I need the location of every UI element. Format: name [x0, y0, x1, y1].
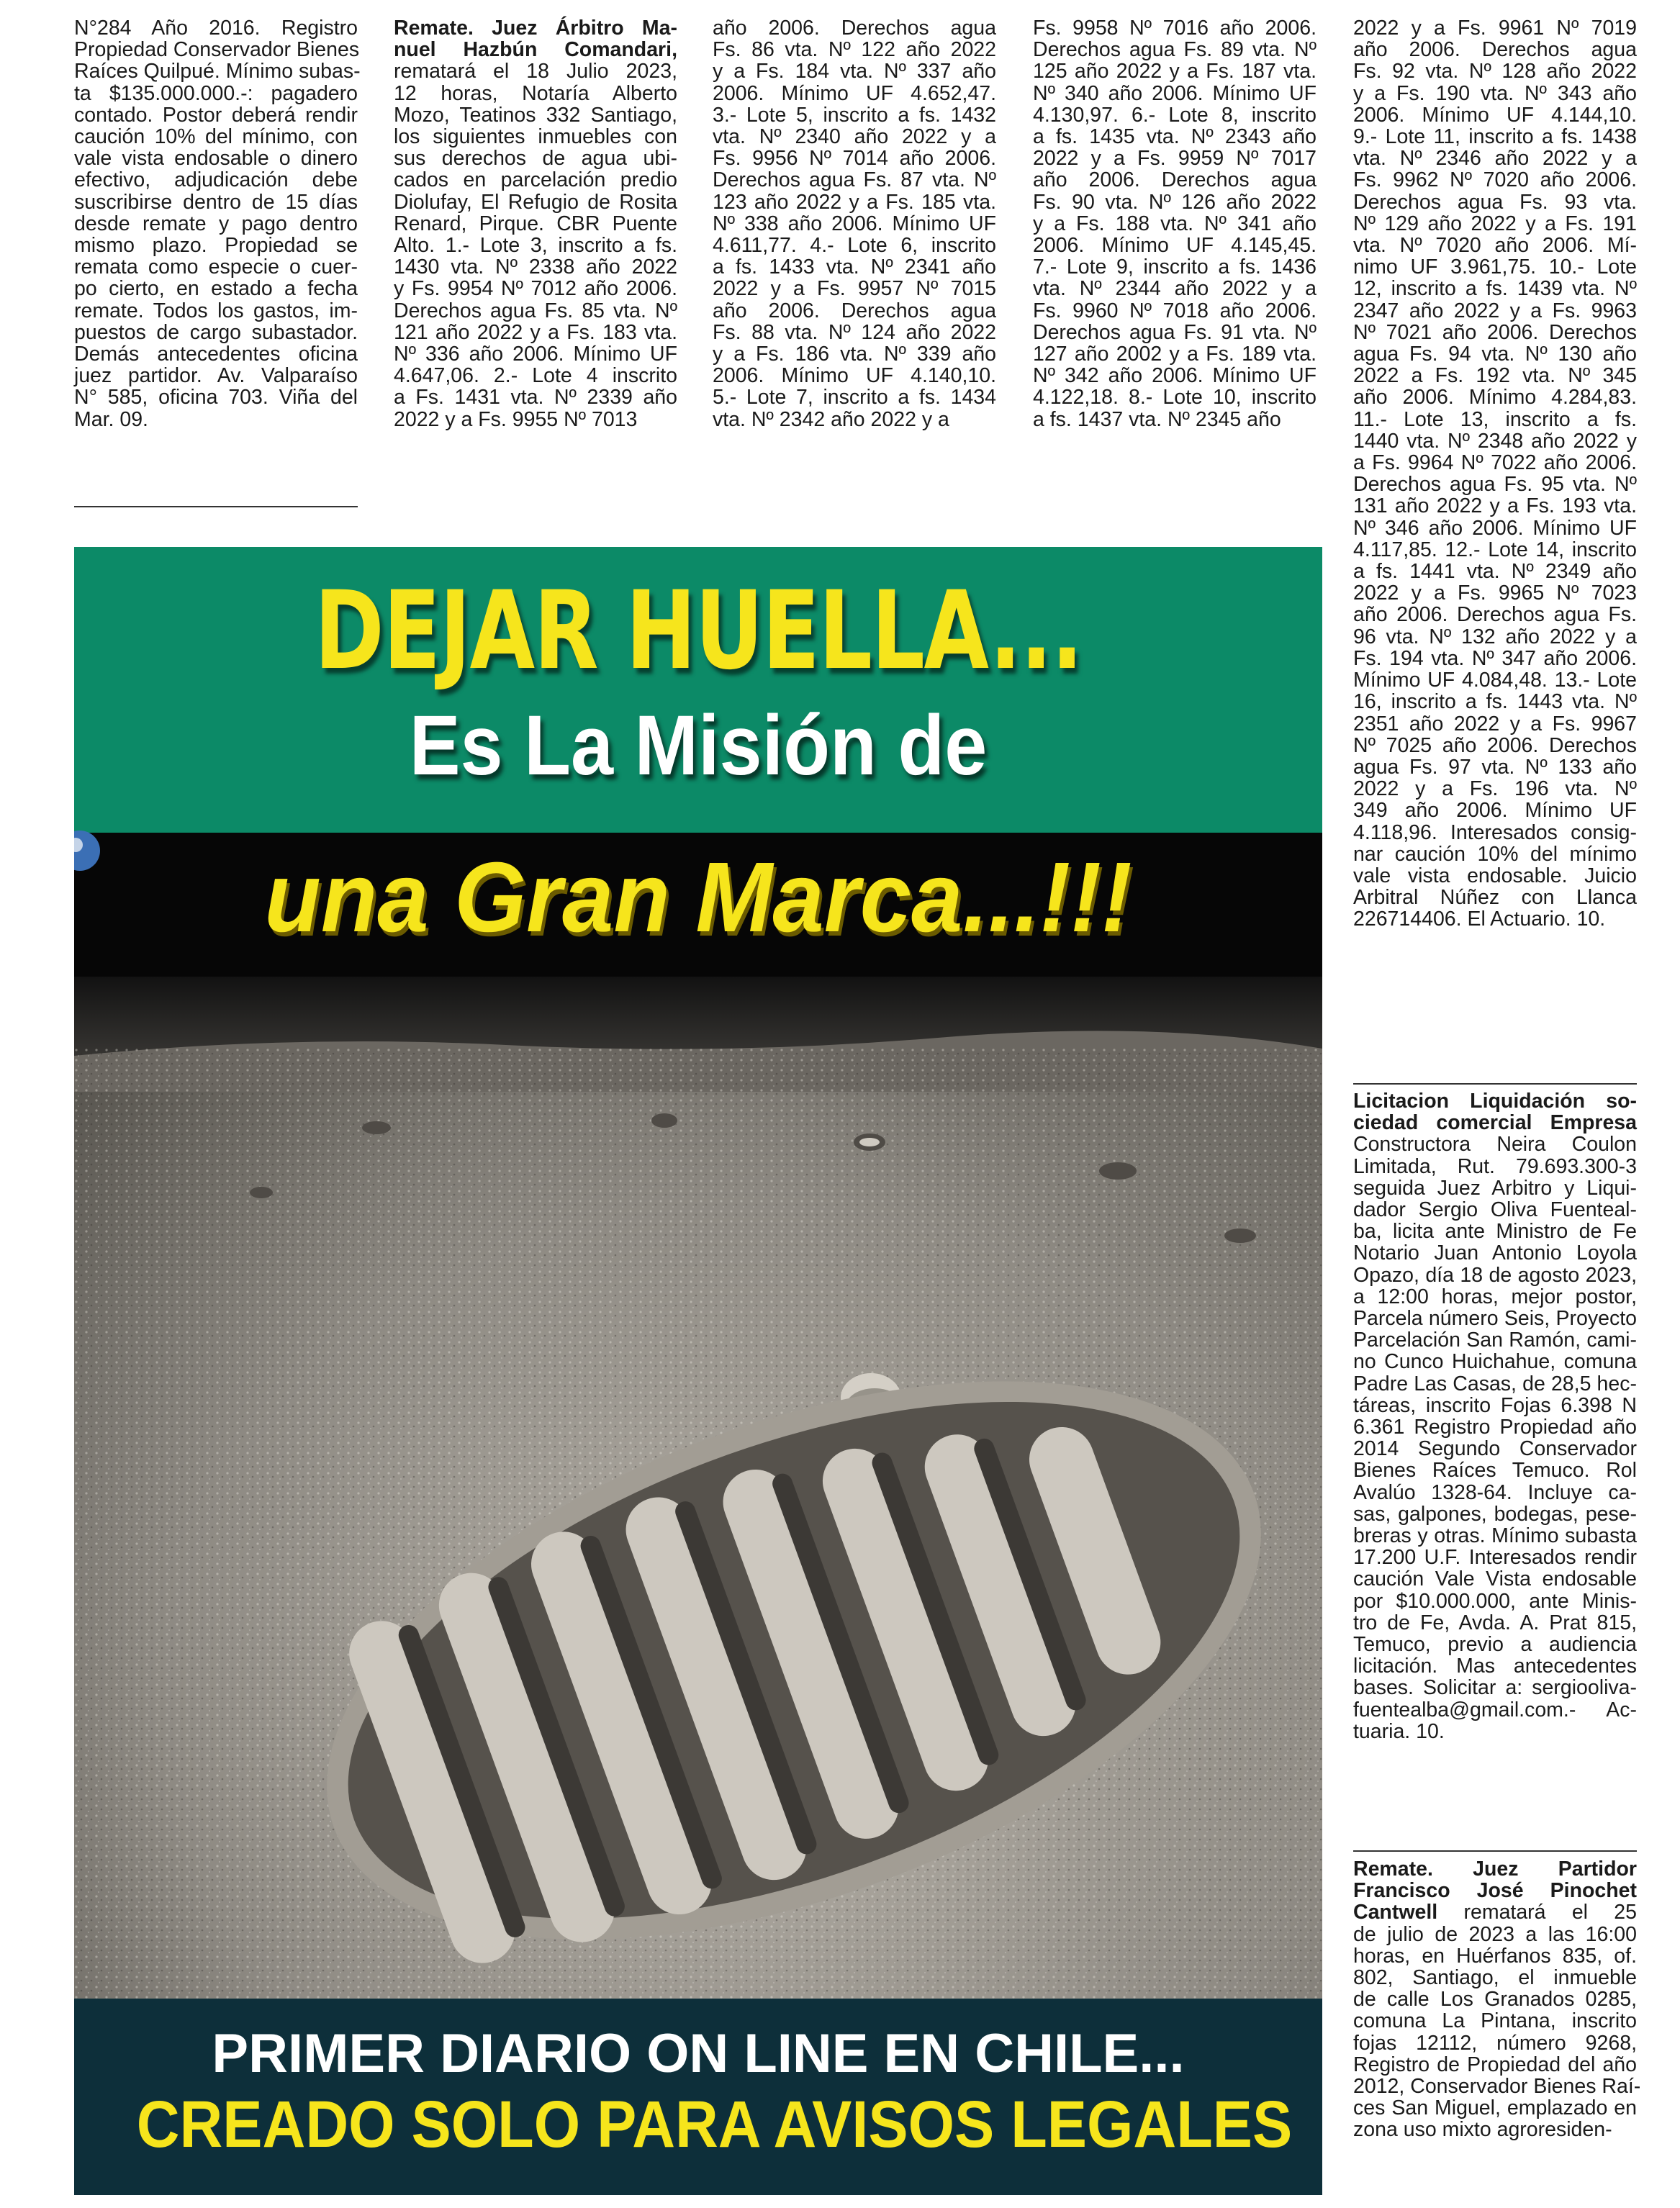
- text-line: ciedad comercial Empresa: [1353, 1111, 1637, 1135]
- text-line: zona uso mixto agroresiden-: [1353, 2118, 1612, 2142]
- text-line: a fs. 1441 vta. Nº 2349 año: [1353, 560, 1637, 584]
- text-line: 7.- Lote 9, inscrito a fs. 1436: [1033, 255, 1317, 279]
- text-line: nuel Hazbún Comandari,: [394, 38, 677, 62]
- text-line: 2022 y a Fs. 196 vta. Nº: [1353, 777, 1637, 801]
- text-line: po cierto, en estado a fecha: [74, 277, 358, 301]
- text-line: y a Fs. 190 vta. Nº 343 año: [1353, 81, 1637, 105]
- text-line: vta. Nº 2344 año 2022 y a: [1033, 277, 1317, 301]
- column-divider: [1353, 1850, 1637, 1852]
- text-line: Fs. 194 vta. Nº 347 año 2006.: [1353, 646, 1637, 670]
- text-line: Padre Las Casas, de 28,5 hec-: [1353, 1372, 1637, 1395]
- text-line: 2022 y a Fs. 9959 Nº 7017: [1033, 147, 1317, 171]
- text-line: 2014 Segundo Conservador: [1353, 1437, 1637, 1461]
- text-line: Parcela número Seis, Proyecto: [1353, 1307, 1637, 1331]
- text-line: Remate. Juez Partidor: [1353, 1858, 1637, 1881]
- text-line: y Fs. 9954 Nº 7012 año 2006.: [394, 277, 677, 301]
- text-line: Nº 340 año 2006. Mínimo UF: [1033, 81, 1317, 105]
- legal-notice-remate-pinochet: [1353, 1858, 1641, 2142]
- column-divider: [1353, 1083, 1637, 1085]
- text-line: 9.- Lote 11, inscrito a fs. 1438: [1353, 125, 1637, 149]
- text-line: Alto. 1.- Lote 3, inscrito a fs.: [394, 234, 677, 258]
- text-line: Bienes Raíces Temuco. Rol: [1353, 1459, 1637, 1483]
- legal-notice-col5: [1353, 17, 1637, 931]
- text-line: los siguientes inmuebles con: [394, 125, 677, 149]
- text-line: ta $135.000.000.-: pagadero: [74, 81, 358, 105]
- text-line: N° 585, oficina 703. Viña del: [74, 386, 358, 410]
- text-line: año 2006. Derechos agua: [1033, 168, 1317, 192]
- text-line: efectivo, adjudicación debe: [74, 168, 358, 192]
- earth-icon: [74, 829, 117, 872]
- text-line: 2006. Mínimo UF 4.145,45.: [1033, 234, 1317, 258]
- text-line: y a Fs. 186 vta. Nº 339 año: [713, 343, 996, 366]
- moon-footprint-photo: [74, 977, 1322, 1999]
- text-line: tro de Fe, Avda. A. Prat 815,: [1353, 1611, 1637, 1634]
- text-line: Arbitral Núñez con Llanca: [1353, 886, 1637, 910]
- text-line: a fs. 1435 vta. Nº 2343 año: [1033, 125, 1317, 149]
- text-line: Fs. 9956 Nº 7014 año 2006.: [713, 147, 996, 171]
- text-line: Notario Juan Antonio Loyola: [1353, 1241, 1637, 1265]
- text-line: Demás antecedentes oficina: [74, 343, 358, 366]
- text-line: año 2006. Derechos agua: [1353, 38, 1637, 62]
- text-line: Derechos agua Fs. 87 vta. Nº: [713, 168, 996, 192]
- text-line: ces San Miguel, emplazado en: [1353, 2096, 1637, 2120]
- text-line: Mozo, Teatinos 332 Santiago,: [394, 103, 677, 127]
- ad-subhead: Es La Misión de: [409, 698, 988, 793]
- text-line: 4.647,06. 2.- Lote 4 inscrito: [394, 364, 677, 388]
- legal-notice-col1: [74, 17, 361, 431]
- text-line: vale vista endosable o dinero: [74, 147, 358, 171]
- text-line: 17.200 U.F. Interesados rendir: [1353, 1546, 1637, 1570]
- text-line: 2022 y a Fs. 9957 Nº 7015: [713, 277, 996, 301]
- text-line: táreas, inscrito Fojas 6.398 N: [1353, 1393, 1637, 1417]
- text-line: licitación. Mas antecedentes: [1353, 1655, 1637, 1678]
- text-line: año 2006. Mínimo 4.284,83.: [1353, 386, 1637, 410]
- ad-headline: DEJAR HUELLA...: [314, 569, 1083, 694]
- text-line: Registro de Propiedad del año: [1353, 2053, 1637, 2076]
- text-line: 349 año 2006. Mínimo UF: [1353, 799, 1637, 823]
- text-line: dador Sergio Oliva Fuenteal-: [1353, 1198, 1637, 1222]
- text-line: 2022 y a Fs. 9955 Nº 7013: [394, 407, 638, 431]
- text-line: Temuco, previo a audiencia: [1353, 1633, 1637, 1657]
- text-line: Parcelación San Ramón, cami-: [1353, 1329, 1637, 1352]
- legal-notice-col4: [1033, 17, 1317, 430]
- text-line: Fs. 9962 Nº 7020 año 2006.: [1353, 168, 1637, 192]
- text-line: año 2006. Derechos agua: [713, 17, 996, 40]
- text-line: desde remate y pago dentro: [74, 212, 358, 235]
- text-line: Derechos agua Fs. 89 vta. Nº: [1033, 38, 1317, 62]
- text-line: 2006. Mínimo UF 4.144,10.: [1353, 103, 1637, 127]
- text-line: 5.- Lote 7, inscrito a fs. 1434: [713, 386, 996, 410]
- bold-prefix: Cantwell: [1353, 1901, 1438, 1924]
- text-line: Fs. 9958 Nº 7016 año 2006.: [1033, 17, 1317, 40]
- text-line: Fs. 90 vta. Nº 126 año 2022: [1033, 190, 1317, 214]
- text-line: caución Vale Vista endosable: [1353, 1567, 1637, 1591]
- text-line: a Fs. 9964 Nº 7022 año 2006.: [1353, 451, 1637, 475]
- text-line: Renard, Pirque. CBR Puente: [394, 212, 677, 235]
- text-line: vale vista endosable. Juicio: [1353, 864, 1637, 887]
- text-line: Constructora Neira Coulon: [1353, 1133, 1637, 1157]
- text-line: comuna La Pintana, inscrito: [1353, 2009, 1637, 2033]
- text-line: 12 horas, Notaría Alberto: [394, 81, 677, 105]
- text-line: Nº 338 año 2006. Mínimo UF: [713, 212, 996, 235]
- column-divider: [74, 506, 358, 507]
- text-line: Derechos agua Fs. 93 vta.: [1353, 190, 1637, 214]
- text-line: vta. Nº 2342 año 2022 y a: [713, 407, 949, 431]
- text-line: 11.- Lote 13, inscrito a fs.: [1353, 407, 1637, 431]
- text-line: caución 10% del mínimo, con: [74, 125, 358, 149]
- text-line: Fs. 92 vta. Nº 128 año 2022: [1353, 60, 1637, 83]
- ad-tagline: una Gran Marca...!!!: [264, 842, 1132, 953]
- text-line: Mínimo UF 4.084,48. 13.- Lote: [1353, 669, 1637, 692]
- text-line: vta. Nº 7020 año 2006. Mí-: [1353, 234, 1637, 258]
- text-line: 226714406. El Actuario. 10.: [1353, 908, 1606, 931]
- text-line: Raíces Quilpué. Mínimo subas-: [74, 60, 361, 83]
- legal-notice-licitacion: [1353, 1090, 1637, 1742]
- text-line: Nº 342 año 2006. Mínimo UF: [1033, 364, 1317, 388]
- text-line: fojas 12112, número 9268,: [1353, 2031, 1637, 2055]
- text-line: 6.361 Registro Propiedad año: [1353, 1416, 1637, 1439]
- text-line: 2351 año 2022 y a Fs. 9967: [1353, 712, 1637, 736]
- text-line: Nº 7025 año 2006. Derechos: [1353, 733, 1637, 757]
- text-line: 3.- Lote 5, inscrito a fs. 1432: [713, 103, 996, 127]
- text-line: agua Fs. 94 vta. Nº 130 año: [1353, 343, 1637, 366]
- text-line: 2022 a Fs. 192 vta. Nº 345: [1353, 364, 1637, 388]
- text-line: 1430 vta. Nº 2338 año 2022: [394, 255, 677, 279]
- text-line: Propiedad Conservador Bienes: [74, 38, 360, 62]
- text-line: sus derechos de agua ubi-: [394, 147, 677, 171]
- text-line: ba, licita ante Ministro de Fe: [1353, 1220, 1637, 1244]
- text-line: puestos de cargo subastador.: [74, 320, 358, 344]
- text-line: Diolufay, El Refugio de Rosita: [394, 190, 677, 214]
- text-line: mismo plazo. Propiedad se: [74, 234, 358, 258]
- text-line: 125 año 2022 y a Fs. 187 vta.: [1033, 60, 1317, 83]
- text-line: N°284 Año 2016. Registro: [74, 17, 358, 40]
- text-line: Fs. 86 vta. Nº 122 año 2022: [713, 38, 996, 62]
- text-line: 131 año 2022 y a Fs. 193 vta.: [1353, 494, 1637, 518]
- text-line: a 12:00 horas, mejor postor,: [1353, 1285, 1637, 1308]
- text-line: Licitacion Liquidación so-: [1353, 1090, 1637, 1113]
- text-line: Remate. Juez Árbitro Ma-: [394, 17, 677, 40]
- text-line: no Cunco Huichahue, comuna: [1353, 1350, 1637, 1374]
- text-line: 2347 año 2022 y a Fs. 9963: [1353, 299, 1637, 322]
- text-line: Opazo, día 18 de agosto 2023,: [1353, 1263, 1637, 1287]
- text-line: 2022 y a Fs. 9961 Nº 7019: [1353, 17, 1637, 40]
- text-line: a Fs. 1431 vta. Nº 2339 año: [394, 386, 677, 410]
- ad-bottom-line2: CREADO SOLO PARA AVISOS LEGALES: [136, 2088, 1293, 2161]
- text-line: 4.611,77. 4.- Lote 6, inscrito: [713, 234, 996, 258]
- text-line: Fs. 88 vta. Nº 124 año 2022: [713, 320, 996, 344]
- text-line: año 2006. Derechos agua: [713, 299, 996, 322]
- text-line: Nº 129 año 2022 y a Fs. 191: [1353, 212, 1637, 235]
- text-line: agua Fs. 97 vta. Nº 133 año: [1353, 755, 1637, 779]
- text-line: Nº 336 año 2006. Mínimo UF: [394, 343, 677, 366]
- text-line: de julio de 2023 a las 16:00: [1353, 1922, 1637, 1946]
- text-line: remata como especie o cuer-: [74, 255, 358, 279]
- text-line: 4.130,97. 6.- Lote 8, inscrito: [1033, 103, 1317, 127]
- text-line: Nº 346 año 2006. Mínimo UF: [1353, 516, 1637, 540]
- text-line: rematará el 18 Julio 2023,: [394, 60, 677, 83]
- text-line: 4.118,96. Interesados consig-: [1353, 820, 1637, 844]
- text-line: 2006. Mínimo UF 4.140,10.: [713, 364, 996, 388]
- advertisement-banner: [74, 547, 1322, 2195]
- text-line: 2022 y a Fs. 9965 Nº 7023: [1353, 582, 1637, 605]
- text-line: 2006. Mínimo UF 4.652,47.: [713, 81, 996, 105]
- text-line: 1440 vta. Nº 2348 año 2022 y: [1353, 429, 1637, 453]
- text-line: Derechos agua Fs. 91 vta. Nº: [1033, 320, 1317, 344]
- text-line: Francisco José Pinochet: [1353, 1879, 1637, 1903]
- text-line: 12, inscrito a fs. 1439 vta. Nº: [1353, 277, 1637, 301]
- text-line: 123 año 2022 y a Fs. 185 vta.: [713, 190, 996, 214]
- text-line: Fs. 9960 Nº 7018 año 2006.: [1033, 299, 1317, 322]
- text-line: 2012, Conservador Bienes Raí-: [1353, 2075, 1641, 2099]
- text-line: vta. Nº 2346 año 2022 y a: [1353, 147, 1637, 171]
- text-line: y a Fs. 184 vta. Nº 337 año: [713, 60, 996, 83]
- text-fragment: rematará el 25: [1437, 1901, 1637, 1924]
- text-line: y a Fs. 188 vta. Nº 341 año: [1033, 212, 1317, 235]
- text-line: de calle Los Granados 0285,: [1353, 1988, 1637, 2012]
- text-line: Nº 7021 año 2006. Derechos: [1353, 320, 1637, 344]
- text-line: vta. Nº 2340 año 2022 y a: [713, 125, 996, 149]
- text-line: Avalúo 1328-64. Incluye ca-: [1353, 1480, 1637, 1504]
- text-line: fuentealba@gmail.com.- Ac-: [1353, 1698, 1637, 1721]
- text-line: a fs. 1437 vta. Nº 2345 año: [1033, 407, 1281, 431]
- text-line: a fs. 1433 vta. Nº 2341 año: [713, 255, 996, 279]
- text-line: suscribirse dentro de 15 días: [74, 190, 358, 214]
- text-line: breras y otras. Mínimo subasta: [1353, 1524, 1637, 1548]
- text-line: contado. Postor deberá rendir: [74, 103, 358, 127]
- text-line: juez partidor. Av. Valparaíso: [74, 364, 358, 388]
- text-line: 121 año 2022 y a Fs. 183 vta.: [394, 320, 677, 344]
- text-line: 16, inscrito a fs. 1443 vta. Nº: [1353, 690, 1637, 714]
- text-line: Derechos agua Fs. 85 vta. Nº: [394, 299, 677, 322]
- text-line: 127 año 2002 y a Fs. 189 vta.: [1033, 343, 1317, 366]
- ad-bottom-line1: PRIMER DIARIO ON LINE EN CHILE...: [212, 2023, 1185, 2084]
- text-line: Derechos agua Fs. 95 vta. Nº: [1353, 473, 1637, 497]
- text-line: 4.117,85. 12.- Lote 14, inscrito: [1353, 538, 1637, 561]
- legal-notice-col2: [394, 17, 677, 430]
- text-line: tuaria. 10.: [1353, 1719, 1445, 1743]
- text-line: 96 vta. Nº 132 año 2022 y a: [1353, 625, 1637, 648]
- text-line: remate. Todos los gastos, im-: [74, 299, 358, 322]
- text-line: nimo UF 3.961,75. 10.- Lote: [1353, 255, 1637, 279]
- text-line: año 2006. Derechos agua Fs.: [1353, 603, 1637, 627]
- text-line: seguida Juez Arbitro y Liqui-: [1353, 1176, 1637, 1200]
- text-line: 802, Santiago, el inmueble: [1353, 1966, 1637, 1990]
- text-line: horas, en Huérfanos 835, of.: [1353, 1944, 1637, 1968]
- text-line: nar caución 10% del mínimo: [1353, 842, 1637, 866]
- text-line: por $10.000.000, ante Minis-: [1353, 1589, 1637, 1613]
- legal-notice-col3: [713, 17, 996, 430]
- text-line: bases. Solicitar a: sergiooliva-: [1353, 1676, 1637, 1700]
- text-line: 4.122,18. 8.- Lote 10, inscrito: [1033, 386, 1317, 410]
- text-line: sas, galpones, bodegas, pese-: [1353, 1502, 1637, 1526]
- text-line: cados en parcelación predio: [394, 168, 677, 192]
- text-line: Mar. 09.: [74, 407, 148, 431]
- text-line: [1353, 1901, 1637, 1923]
- text-line: Limitada, Rut. 79.693.300-3: [1353, 1154, 1637, 1178]
